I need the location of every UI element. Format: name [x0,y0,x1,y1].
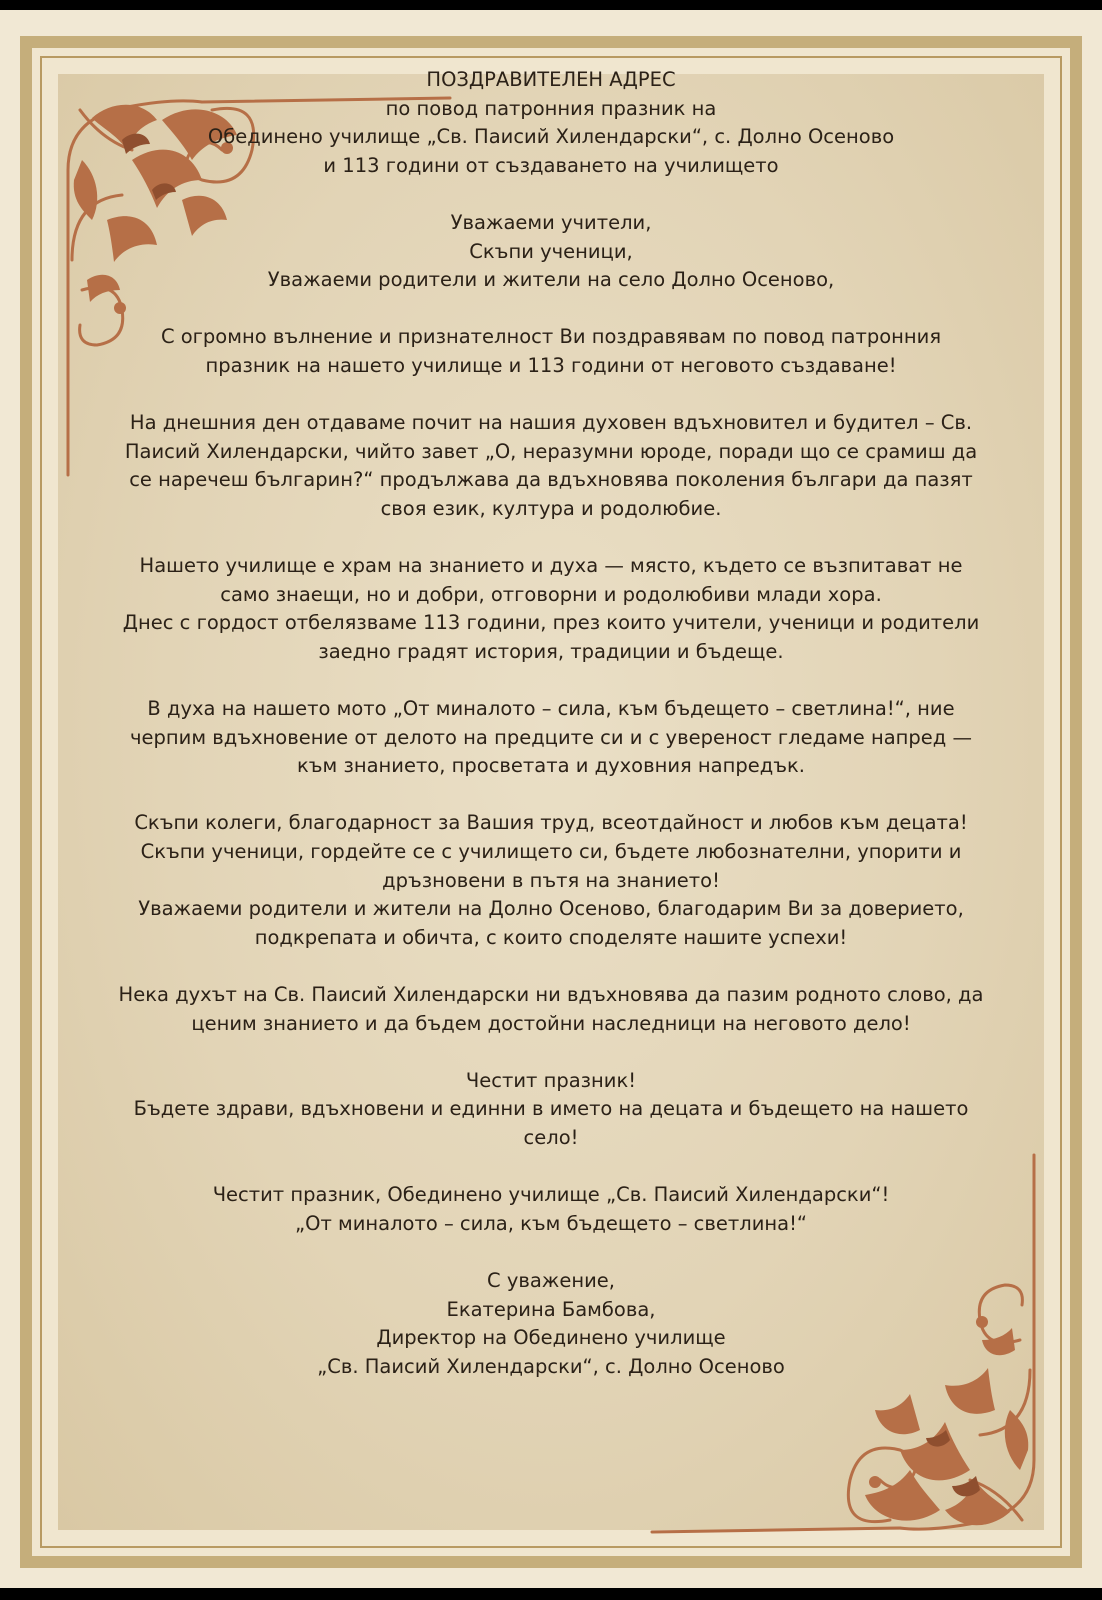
paragraph-line: дръзновени в пътя на знанието! [382,868,720,892]
letter-body [110,66,992,1410]
letter-signature [110,1267,992,1381]
school-name: Обединено училище „Св. Паисий Хилендарски“, с. Долно Осеново [207,125,895,149]
paragraph-line: село! [523,1125,579,1149]
paragraph-line: „От миналото – сила, към бъдещето – светлина!“ [295,1211,807,1235]
paragraph-line: Скъпи ученици, гордейте се с училището си, бъдете любознателни, упорити и [140,840,962,864]
paragraph-line: се наречеш българин?“ продължава да вдъхновява поколения българи да пазят [129,468,973,492]
signature-line: С уважение, [487,1268,615,1292]
paragraph-line: заедно градят история, традиции и бъдеще. [318,639,784,663]
paragraph-line: С огромно вълнение и признателност Ви поздравявам по повод патронния [160,325,942,349]
paragraph-line: Днес с гордост отбелязваме 113 години, през които учители, ученици и родители [122,611,980,635]
paragraph-line: В духа на нашето мото „От миналото – сила, към бъдещето – светлина!“, ние [147,697,955,721]
letter-paragraph [110,695,992,781]
letter-paragraph [110,323,992,380]
signature-name: Екатерина Бамбова, [446,1297,656,1321]
paragraph-line: На днешния ден отдаваме почит на нашия духовен вдъхновител и будител – Св. [129,411,973,435]
paragraph-line: Паисий Хилендарски, чийто завет „О, неразумни юроде, поради що се срамиш да [124,439,978,463]
paragraph-line: своя език, култура и родолюбие. [380,496,722,520]
paragraph-line: Нека духът на Св. Паисий Хилендарски ни вдъхновява да пазим родното слово, да [118,983,984,1006]
paragraph-line: празник на нашето училище и 113 години от неговото създаване! [205,353,897,377]
letter-paragraph [110,409,992,523]
letter-paragraph [110,809,992,952]
letter-paragraph [110,981,992,1038]
letter-greeting [110,209,992,295]
letter-heading [110,66,992,180]
letter-paragraph [110,552,992,666]
greeting-line: Скъпи ученици, [469,239,633,263]
signature-line: Директор на Обединено училище [376,1326,726,1350]
letter-page [0,10,1102,1588]
paragraph-line: към знанието, просветата и духовния напредък. [297,754,805,778]
paragraph-line: ценим знанието и да бъдем достойни наследници на неговото дело! [191,1011,911,1035]
anniversary-line: и 113 години от създаването на училището [323,153,779,177]
paragraph-line: черпим вдъхновение от делото на предците си и с увереност гледаме напред — [130,725,972,749]
signature-line: „Св. Паисий Хилендарски“, с. Долно Осеново [317,1354,785,1378]
paragraph-line: Уважаеми родители и жители на Долно Осеново, благодарим Ви за доверието, [138,897,964,921]
greeting-line: Уважаеми учители, [450,210,652,234]
paragraph-line: подкрепата и обичта, с които споделяте нашите успехи! [254,925,848,949]
greeting-line: Уважаеми родители и жители на село Долно Осеново, [267,268,835,292]
letter-paragraph [110,1067,992,1153]
paragraph-line: Нашето училище е храм на знанието и духа — място, където се възпитават не [139,554,963,578]
paragraph-line: Честит празник! [465,1068,637,1092]
paragraph-line: Бъдете здрави, вдъхновени и единни в името на децата и бъдещето на нашето [133,1097,969,1121]
paragraph-line: Честит празник, Обединено училище „Св. Паисий Хилендарски“! [212,1183,890,1207]
paragraph-line: само знаещи, но и добри, отговорни и родолюбиви млади хора. [220,582,882,606]
letter-paragraph [110,1181,992,1238]
paragraph-line: Скъпи колеги, благодарност за Вашия труд, всеотдайност и любов към децата! [134,811,968,835]
letter-occasion: по повод патронния празник на [385,96,717,120]
letter-title: ПОЗДРАВИТЕЛЕН АДРЕС [426,68,676,91]
